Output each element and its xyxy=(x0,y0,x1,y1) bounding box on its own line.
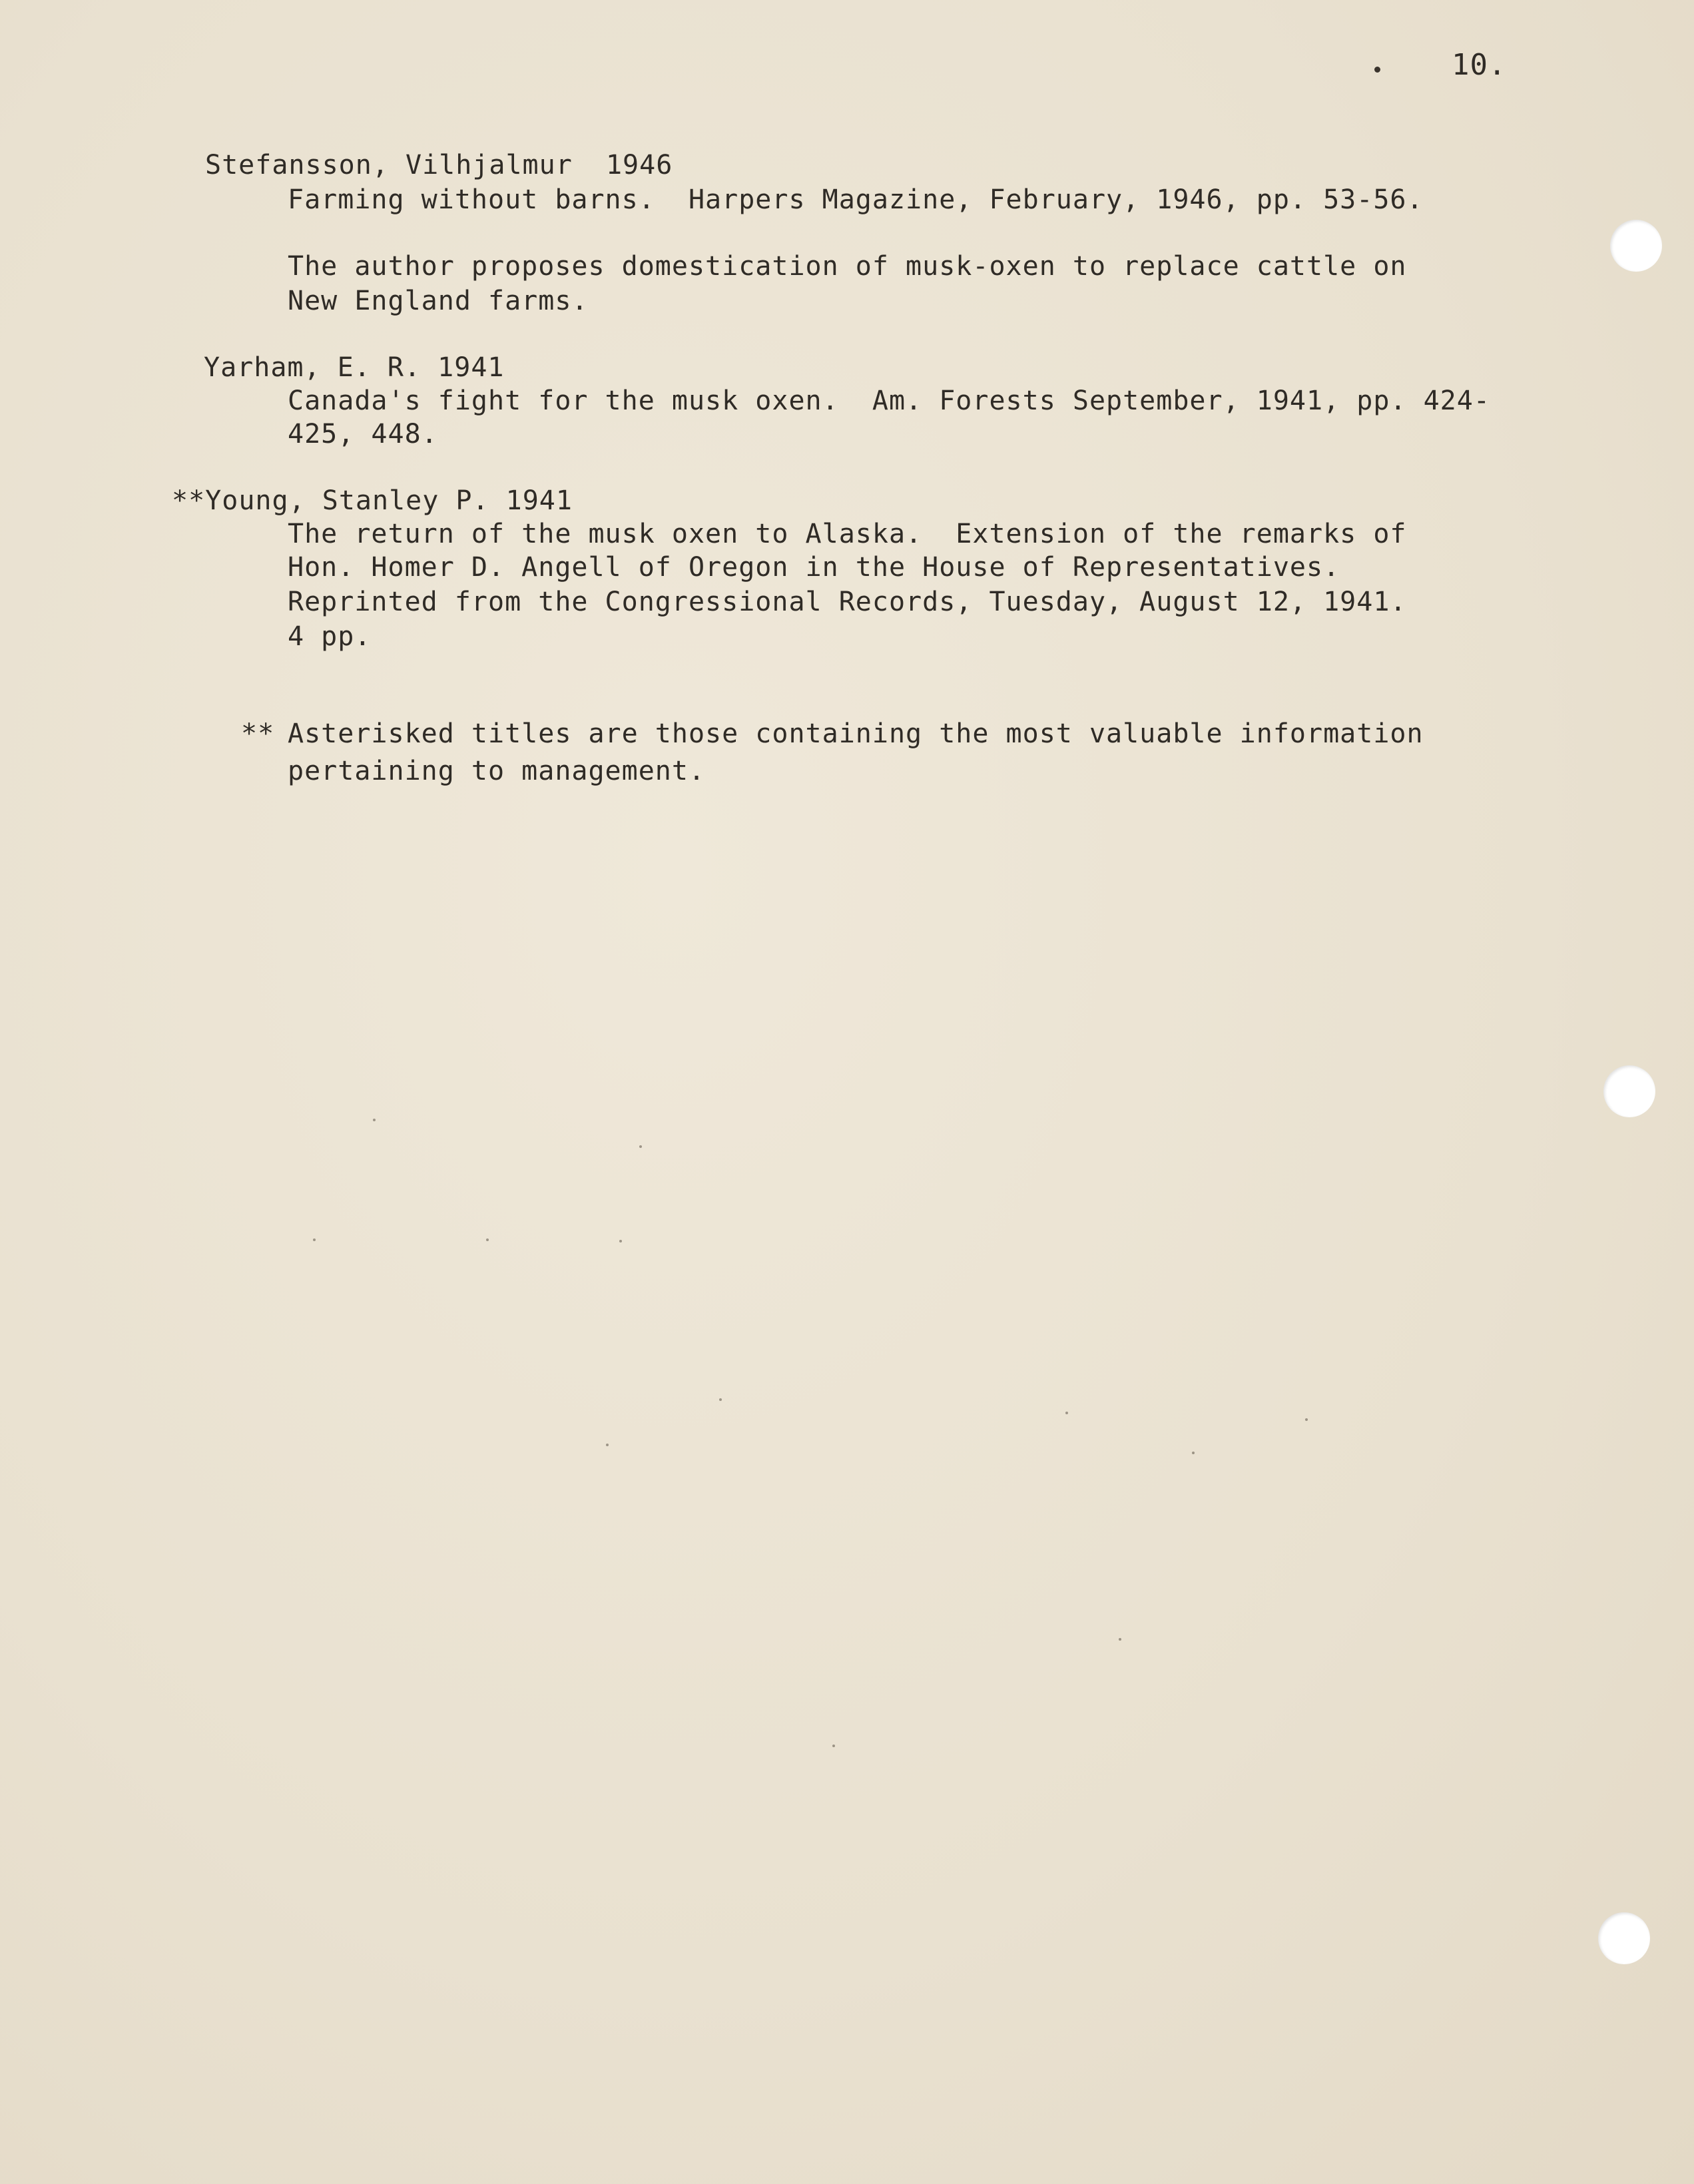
binder-hole xyxy=(1603,1065,1655,1117)
paper-speck xyxy=(639,1145,642,1148)
entry-citation-line: Canada's fight for the musk oxen. Am. Forests September, 1941, pp. 424- xyxy=(288,386,1490,416)
page-number: 10. xyxy=(1452,48,1507,82)
binder-hole xyxy=(1598,1912,1650,1964)
footnote-line: pertaining to management. xyxy=(288,756,706,786)
entry-author: **Young, Stanley P. 1941 xyxy=(172,485,573,516)
paper-speck xyxy=(719,1398,722,1401)
entry-citation-line: Reprinted from the Congressional Records, Tuesday, August 12, 1941. xyxy=(288,587,1407,617)
paper-speck xyxy=(486,1238,489,1241)
footnote-marker: ** xyxy=(241,718,275,749)
entry-author: Stefansson, Vilhjalmur 1946 xyxy=(205,150,673,180)
footnote-line: Asterisked titles are those containing the most valuable information xyxy=(288,718,1424,749)
entry-citation-line: 4 pp. xyxy=(288,621,372,652)
paper-speck xyxy=(606,1444,609,1446)
entry-annotation-line: New England farms. xyxy=(288,286,589,316)
paper-speck xyxy=(832,1745,835,1747)
entry-citation-line: Hon. Homer D. Angell of Oregon in the House of Representatives. xyxy=(288,552,1340,583)
entry-citation-line: The return of the musk oxen to Alaska. Extension of the remarks of xyxy=(288,519,1407,549)
page-mark xyxy=(1374,67,1380,73)
entry-citation-line: Farming without barns. Harpers Magazine, February, 1946, pp. 53-56. xyxy=(288,184,1424,215)
entry-annotation-line: The author proposes domestication of musk-oxen to replace cattle on xyxy=(288,251,1407,282)
paper-speck xyxy=(373,1119,376,1121)
paper-speck xyxy=(1192,1452,1195,1454)
entry-author: Yarham, E. R. 1941 xyxy=(204,352,505,383)
entry-citation-line: 425, 448. xyxy=(288,419,438,449)
paper-speck xyxy=(1119,1638,1121,1641)
paper-speck xyxy=(1065,1412,1068,1414)
paper-speck xyxy=(313,1238,316,1241)
binder-hole xyxy=(1610,220,1662,272)
paper-speck xyxy=(1305,1418,1308,1421)
paper-speck xyxy=(619,1240,622,1242)
